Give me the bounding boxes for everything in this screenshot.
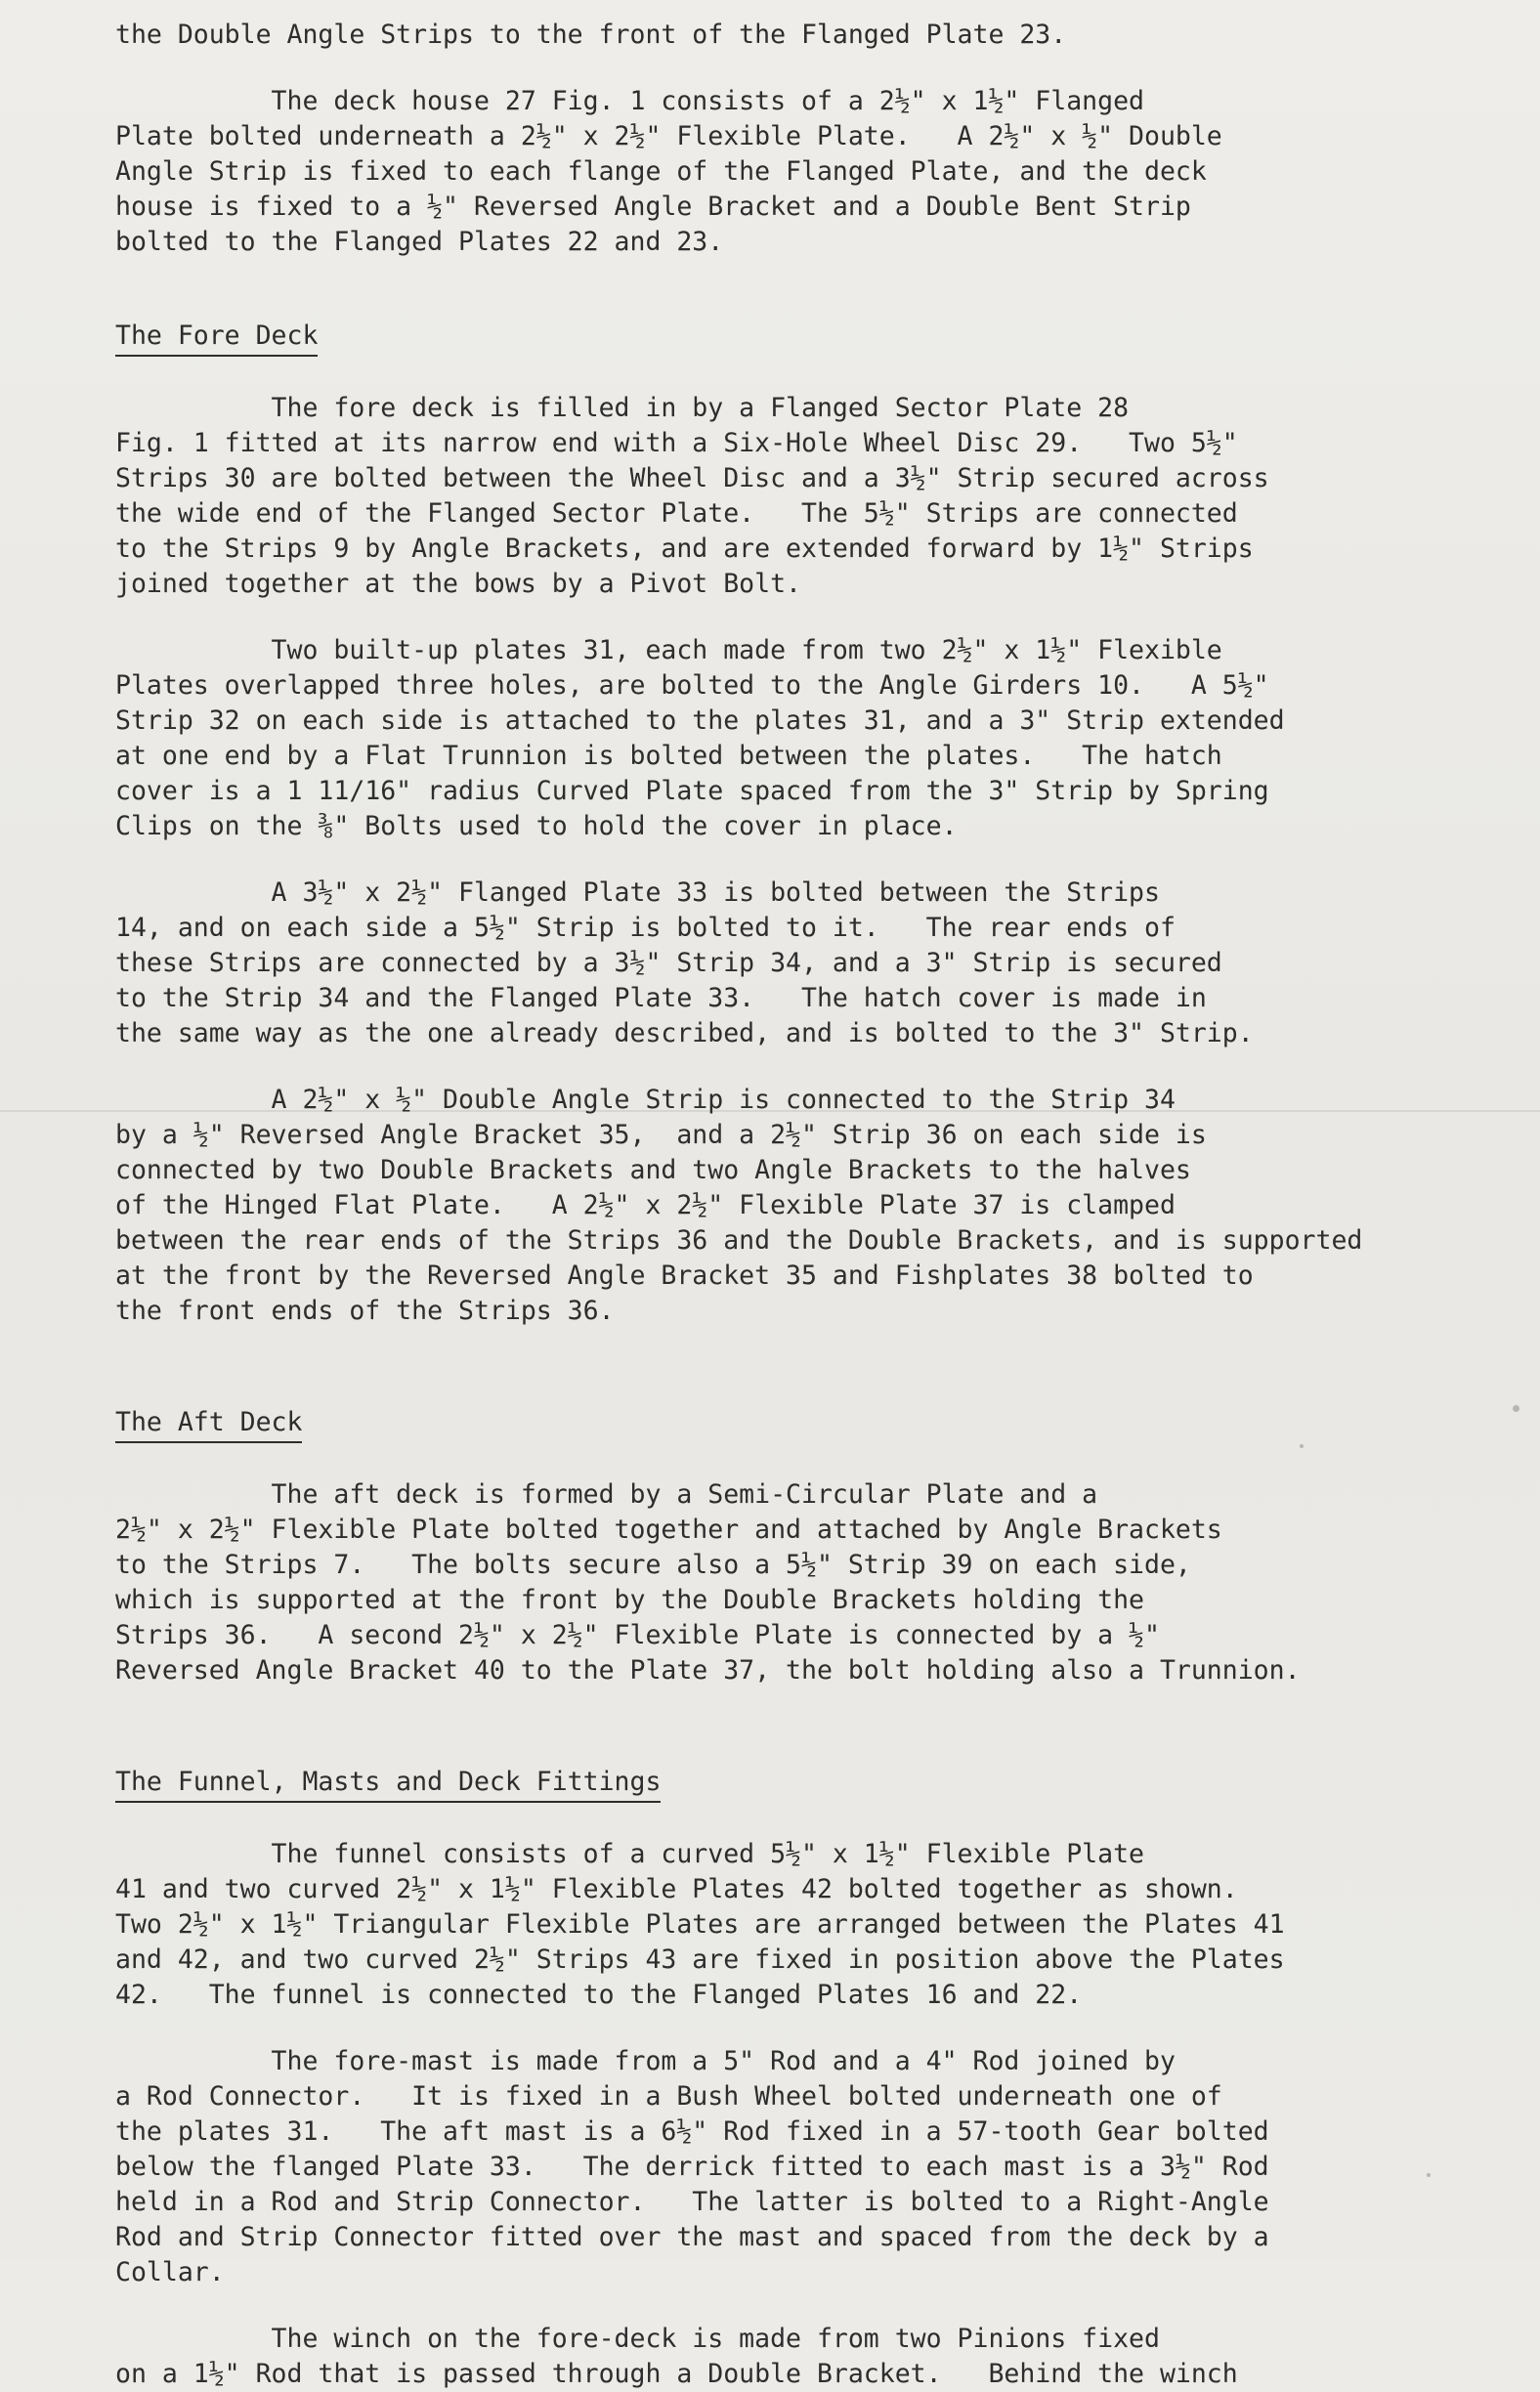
text-line: The fore-mast is made from a 5" Rod and a 4" Rod joined by bbox=[115, 2046, 1176, 2076]
text-line: A 3½" x 2½" Flanged Plate 33 is bolted between the Strips bbox=[115, 877, 1160, 908]
text-line: connected by two Double Brackets and two Angle Brackets to the halves bbox=[115, 1155, 1191, 1185]
text-line: below the flanged Plate 33. The derrick fitted to each mast is a 3½" Rod bbox=[115, 2152, 1269, 2182]
text-line: A 2½" x ½" Double Angle Strip is connected to the Strip 34 bbox=[115, 1085, 1176, 1115]
paragraph bbox=[115, 633, 1464, 844]
section-heading-wrap bbox=[115, 1765, 1464, 1804]
section-heading: The Fore Deck bbox=[115, 320, 318, 357]
text-line: of the Hinged Flat Plate. A 2½" x 2½" Flexible Plate 37 is clamped bbox=[115, 1190, 1176, 1220]
text-line: The aft deck is formed by a Semi-Circular Plate and a bbox=[115, 1479, 1098, 1510]
text-line: the same way as the one already described, and is bolted to the 3" Strip. bbox=[115, 1018, 1254, 1048]
text-line: these Strips are connected by a 3½" Strip 34, and a 3" Strip is secured bbox=[115, 948, 1222, 978]
paragraph bbox=[115, 1083, 1464, 1329]
section-heading-wrap bbox=[115, 319, 1464, 358]
text-line: Clips on the ⅜" Bolts used to hold the cover in place. bbox=[115, 811, 958, 841]
text-line: Two 2½" x 1½" Triangular Flexible Plates are arranged between the Plates 41 bbox=[115, 1909, 1285, 1940]
text-line: The funnel consists of a curved 5½" x 1½" Flexible Plate bbox=[115, 1839, 1144, 1869]
text-line: the front ends of the Strips 36. bbox=[115, 1296, 615, 1326]
text-line: Angle Strip is fixed to each flange of the Flanged Plate, and the deck bbox=[115, 156, 1207, 187]
text-line: at the front by the Reversed Angle Bracket 35 and Fishplates 38 bolted to bbox=[115, 1260, 1254, 1291]
text-line: Collar. bbox=[115, 2257, 225, 2287]
text-line: The fore deck is filled in by a Flanged Sector Plate 28 bbox=[115, 393, 1130, 423]
text-line: 42. The funnel is connected to the Flanged Plates 16 and 22. bbox=[115, 1980, 1083, 2010]
paragraph bbox=[115, 18, 1464, 53]
text-line: The deck house 27 Fig. 1 consists of a 2½" x 1½" Flanged bbox=[115, 86, 1144, 116]
text-line: bolted to the Flanged Plates 22 and 23. bbox=[115, 227, 724, 257]
text-line: 2½" x 2½" Flexible Plate bolted together and attached by Angle Brackets bbox=[115, 1515, 1222, 1545]
paragraph bbox=[115, 84, 1464, 260]
section-heading: The Funnel, Masts and Deck Fittings bbox=[115, 1766, 661, 1803]
text-line: Strips 30 are bolted between the Wheel Disc and a 3½" Strip secured across bbox=[115, 463, 1269, 493]
text-line: The winch on the fore-deck is made from two Pinions fixed bbox=[115, 2324, 1160, 2354]
text-line: Strips 36. A second 2½" x 2½" Flexible Plate is connected by a ½" bbox=[115, 1620, 1160, 1650]
text-line: 41 and two curved 2½" x 1½" Flexible Plates 42 bolted together as shown. bbox=[115, 1874, 1238, 1904]
document-body bbox=[115, 18, 1464, 2392]
text-line: to the Strips 9 by Angle Brackets, and are extended forward by 1½" Strips bbox=[115, 534, 1254, 564]
paragraph bbox=[115, 876, 1464, 1051]
text-line: Fig. 1 fitted at its narrow end with a Six-Hole Wheel Disc 29. Two 5½" bbox=[115, 428, 1238, 458]
text-line: house is fixed to a ½" Reversed Angle Bracket and a Double Bent Strip bbox=[115, 192, 1191, 222]
text-line: the plates 31. The aft mast is a 6½" Rod fixed in a 57-tooth Gear bolted bbox=[115, 2116, 1269, 2147]
text-line: which is supported at the front by the Double Brackets holding the bbox=[115, 1585, 1144, 1615]
text-line: 14, and on each side a 5½" Strip is bolted to it. The rear ends of bbox=[115, 913, 1176, 943]
text-line: the wide end of the Flanged Sector Plate. The 5½" Strips are connected bbox=[115, 498, 1238, 529]
text-line: to the Strip 34 and the Flanged Plate 33. The hatch cover is made in bbox=[115, 983, 1207, 1013]
text-line: at one end by a Flat Trunnion is bolted between the plates. The hatch bbox=[115, 741, 1222, 771]
text-line: a Rod Connector. It is fixed in a Bush Wheel bolted underneath one of bbox=[115, 2081, 1222, 2112]
text-line: Reversed Angle Bracket 40 to the Plate 37, the bolt holding also a Trunnion. bbox=[115, 1655, 1301, 1686]
paragraph bbox=[115, 1477, 1464, 1688]
text-line: Strip 32 on each side is attached to the plates 31, and a 3" Strip extended bbox=[115, 705, 1285, 736]
text-line: and 42, and two curved 2½" Strips 43 are fixed in position above the Plates bbox=[115, 1944, 1285, 1975]
section-heading: The Aft Deck bbox=[115, 1406, 302, 1443]
text-line: Plates overlapped three holes, are bolted to the Angle Girders 10. A 5½" bbox=[115, 670, 1269, 701]
text-line: between the rear ends of the Strips 36 and the Double Brackets, and is supported bbox=[115, 1225, 1363, 1256]
text-line: by a ½" Reversed Angle Bracket 35, and a 2½" Strip 36 on each side is bbox=[115, 1120, 1207, 1150]
text-line: on a 1½" Rod that is passed through a Double Bracket. Behind the winch bbox=[115, 2359, 1238, 2389]
section-heading-wrap bbox=[115, 1405, 1464, 1444]
paper-speck bbox=[1513, 1405, 1519, 1412]
text-line: to the Strips 7. The bolts secure also a 5½" Strip 39 on each side, bbox=[115, 1550, 1191, 1580]
paragraph bbox=[115, 2322, 1464, 2392]
paragraph bbox=[115, 391, 1464, 602]
text-line: held in a Rod and Strip Connector. The latter is bolted to a Right-Angle bbox=[115, 2187, 1269, 2217]
paragraph bbox=[115, 1837, 1464, 2013]
text-line: Rod and Strip Connector fitted over the mast and spaced from the deck by a bbox=[115, 2222, 1269, 2252]
text-line: the Double Angle Strips to the front of the Flanged Plate 23. bbox=[115, 20, 1067, 50]
text-line: Plate bolted underneath a 2½" x 2½" Flexible Plate. A 2½" x ½" Double bbox=[115, 121, 1222, 151]
paragraph bbox=[115, 2044, 1464, 2290]
text-line: joined together at the bows by a Pivot Bolt. bbox=[115, 569, 801, 599]
text-line: cover is a 1 11/16" radius Curved Plate spaced from the 3" Strip by Spring bbox=[115, 776, 1269, 806]
text-line: Two built-up plates 31, each made from two 2½" x 1½" Flexible bbox=[115, 635, 1222, 665]
